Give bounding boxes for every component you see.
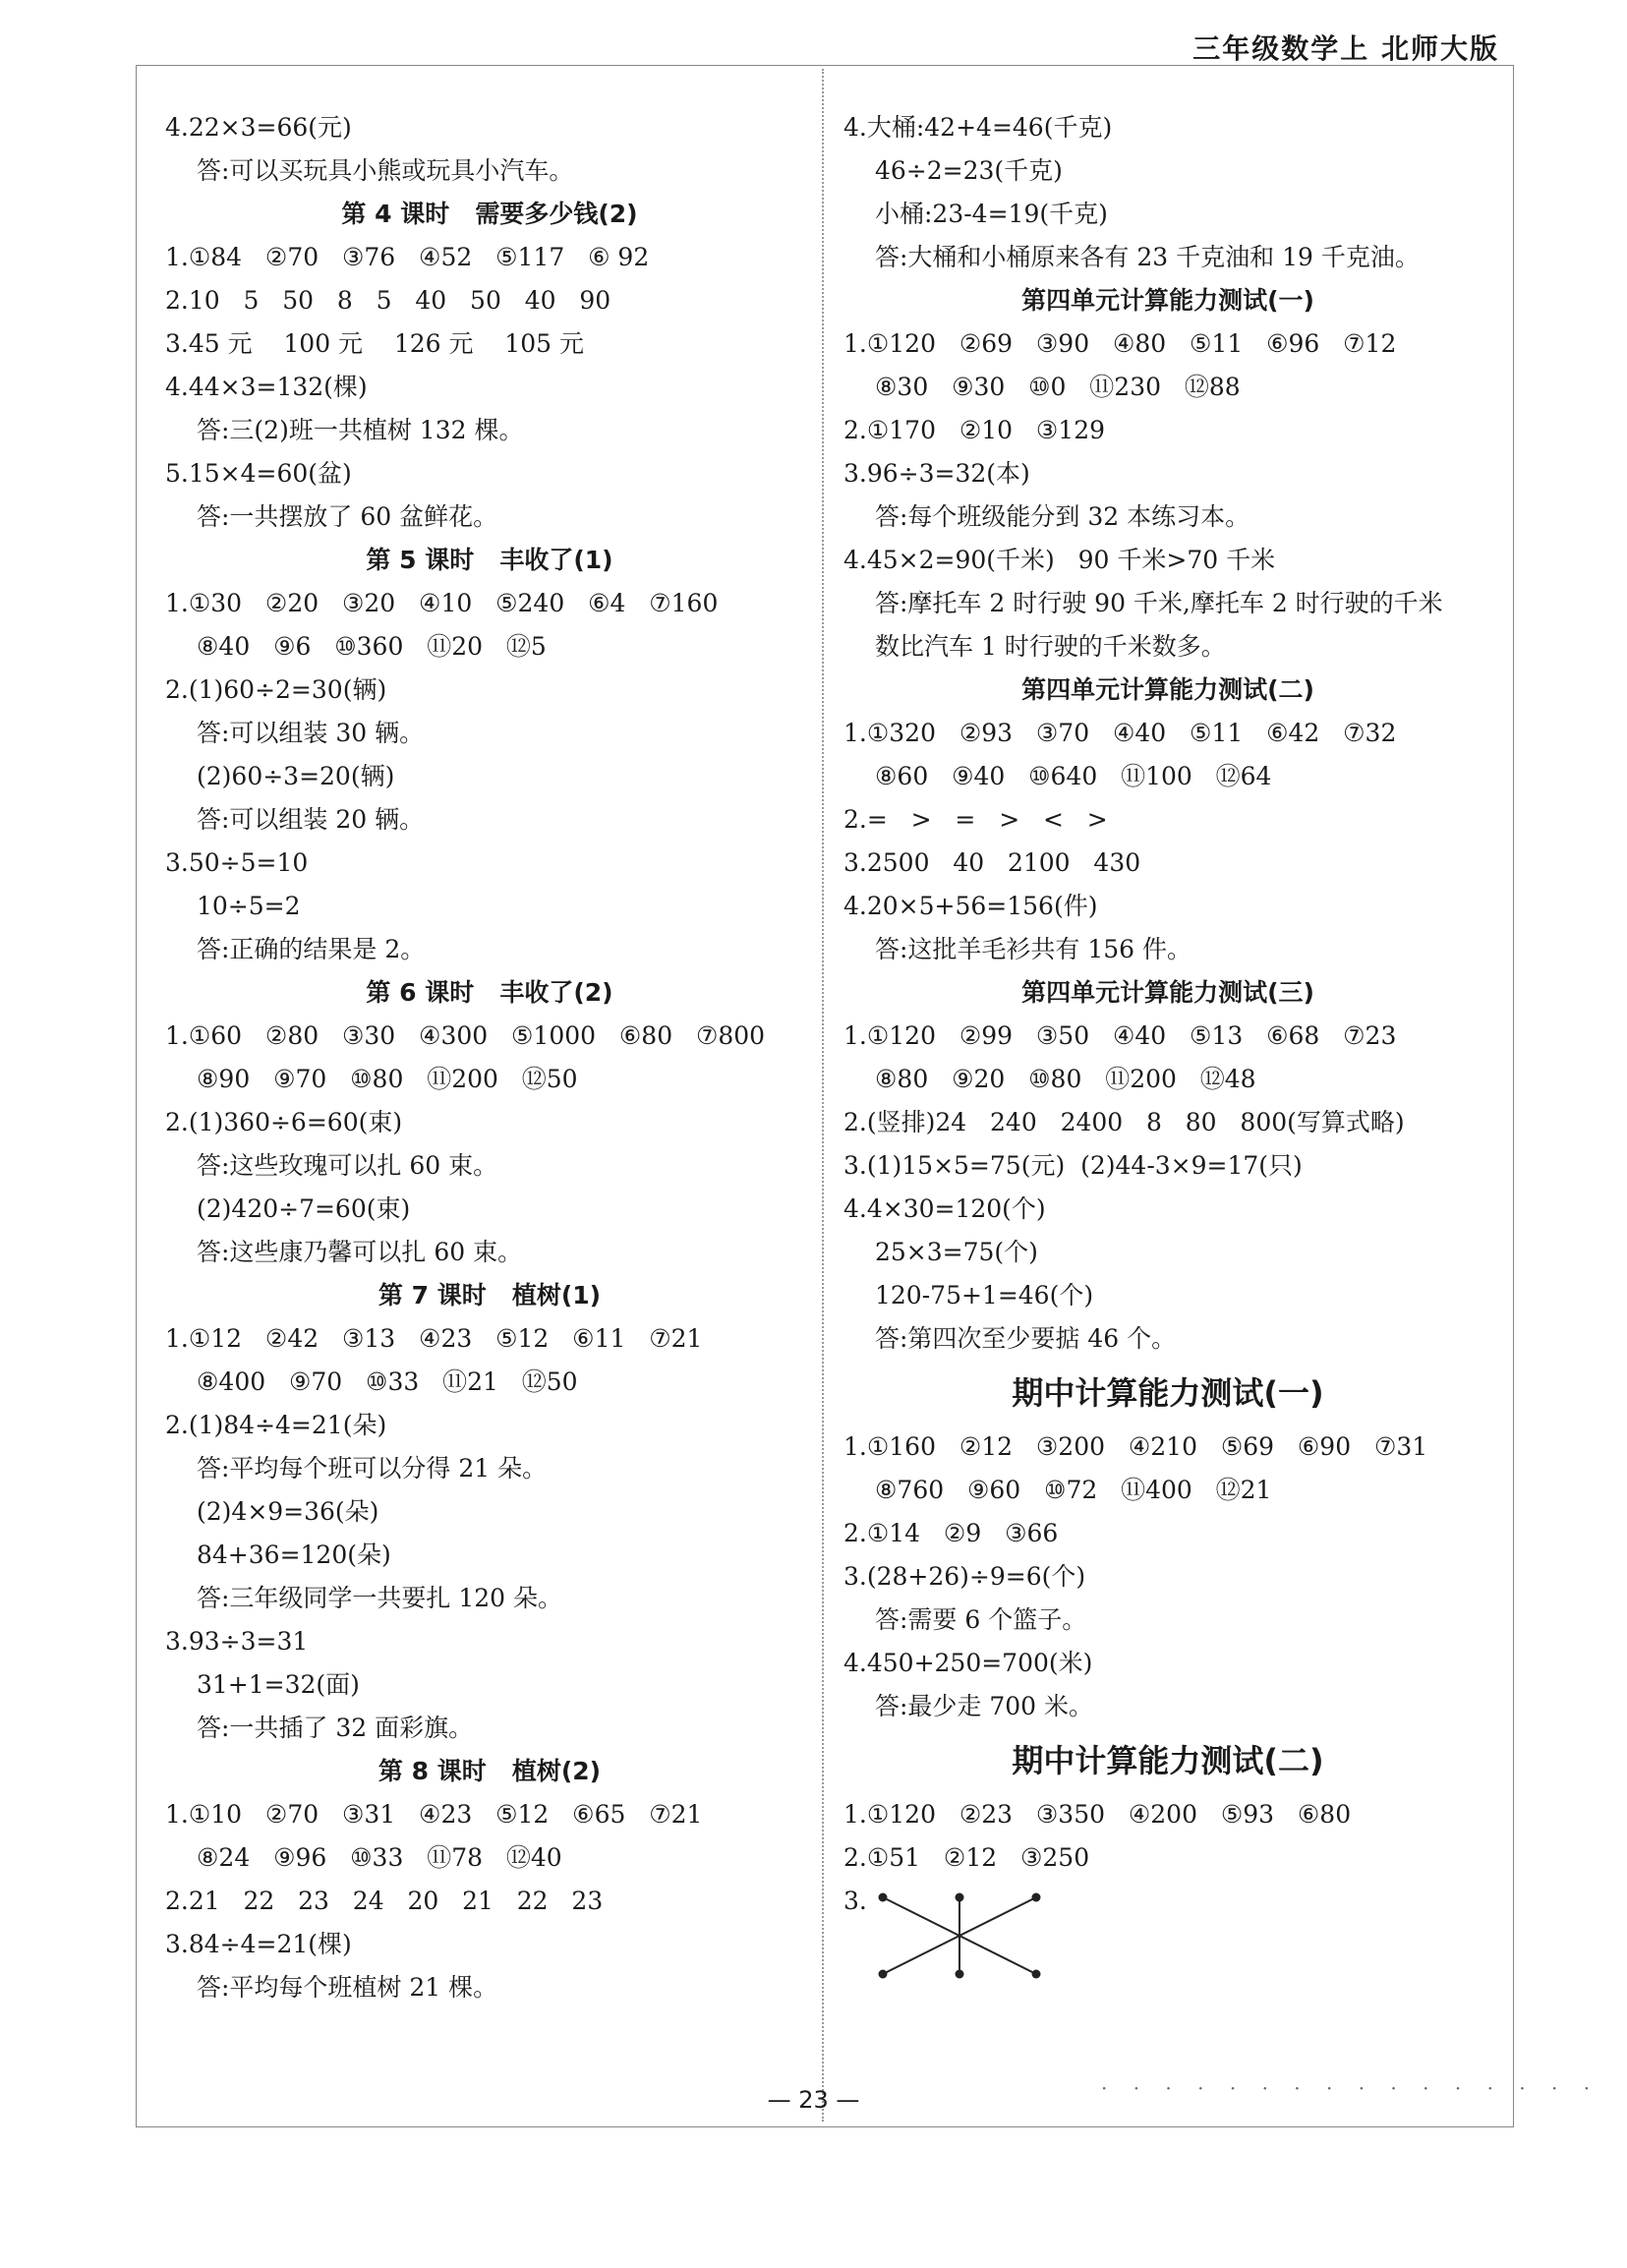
answer-line: 3.93÷3=31 [165, 1627, 309, 1656]
answer-line: 25×3=75(个) [875, 1238, 1038, 1266]
answer-line: (2)420÷7=60(束) [197, 1194, 411, 1223]
answer-line: 2.①14 ②9 ③66 [843, 1519, 1059, 1547]
answer-line: ⑧90 ⑨70 ⑩80 ⑪200 ⑫50 [197, 1065, 578, 1093]
page-header: 三年级数学上 北师大版 [1192, 32, 1499, 65]
dot [1032, 1970, 1041, 1979]
answer-line: 84+36=120(朵) [197, 1541, 391, 1569]
answer-line: (2)60÷3=20(辆) [197, 762, 395, 790]
answer-line: 4.大桶:42+4=46(千克) [843, 113, 1113, 142]
footer-dots: · · · · · · · · · · · · · · · · [1101, 2076, 1600, 2100]
answer-line: 小桶:23-4=19(千克) [875, 200, 1108, 228]
answer-line: 答:这些玫瑰可以扎 60 束。 [197, 1151, 498, 1180]
answer-line: 2.21 22 23 24 20 21 22 23 [165, 1887, 604, 1915]
answer-line: 3.(1)15×5=75(元) (2)44-3×9=17(只) [843, 1151, 1303, 1180]
answer-line: (2)4×9=36(朵) [197, 1497, 379, 1526]
section-heading: 第四单元计算能力测试(一) [1021, 286, 1314, 315]
answer-line: 答:可以买玩具小熊或玩具小汽车。 [197, 156, 574, 185]
column-divider [822, 69, 824, 2122]
answer-line: 3.(28+26)÷9=6(个) [843, 1562, 1086, 1591]
answer-line: 1.①10 ②70 ③31 ④23 ⑤12 ⑥65 ⑦21 [165, 1800, 703, 1829]
answer-line: 数比汽车 1 时行驶的千米数多。 [875, 632, 1226, 661]
answer-line: 答:三(2)班一共植树 132 棵。 [197, 416, 524, 444]
answer-line: 1.①320 ②93 ③70 ④40 ⑤11 ⑥42 ⑦32 [843, 719, 1397, 747]
right-column [843, 106, 1492, 1988]
answer-line: 2.(竖排)24 240 2400 8 80 800(写算式略) [843, 1108, 1405, 1136]
answer-line: 120-75+1=46(个) [875, 1281, 1094, 1309]
answer-line: 31+1=32(面) [197, 1670, 360, 1699]
answer-line: 答:平均每个班植树 21 棵。 [197, 1973, 498, 2002]
answer-line: 1.①12 ②42 ③13 ④23 ⑤12 ⑥11 ⑦21 [165, 1324, 703, 1353]
section-heading-large: 期中计算能力测试(一) [1012, 1374, 1324, 1412]
answer-line: 答:可以组装 20 辆。 [197, 805, 425, 834]
section-heading-large: 期中计算能力测试(二) [1012, 1742, 1324, 1779]
answer-line: 答:需要 6 个篮子。 [875, 1605, 1087, 1634]
answer-line: ⑧40 ⑨6 ⑩360 ⑪20 ⑫5 [197, 632, 547, 661]
answer-line: 答:一共摆放了 60 盆鲜花。 [197, 502, 498, 531]
dot [1032, 1893, 1041, 1902]
answer-line: 2.10 5 50 8 5 40 50 40 90 [165, 286, 611, 315]
answer-line: 1.①60 ②80 ③30 ④300 ⑤1000 ⑥80 ⑦800 [165, 1021, 766, 1050]
answer-line: 3.96÷3=32(本) [843, 459, 1030, 488]
section-heading: 第四单元计算能力测试(三) [1021, 978, 1314, 1007]
answer-line: 答:平均每个班可以分得 21 朵。 [197, 1454, 548, 1483]
answer-line: ⑧760 ⑨60 ⑩72 ⑪400 ⑫21 [875, 1476, 1272, 1504]
answer-line: 答:可以组装 30 辆。 [197, 719, 425, 747]
answer-line: 3.45 元 100 元 126 元 105 元 [165, 329, 584, 358]
answer-line: 3.84÷4=21(棵) [165, 1930, 352, 1958]
answer-line: 1.①120 ②99 ③50 ④40 ⑤13 ⑥68 ⑦23 [843, 1021, 1397, 1050]
answer-line: 2.①51 ②12 ③250 [843, 1843, 1090, 1872]
dot [879, 1893, 888, 1902]
section-heading: 第 7 课时 植树(1) [378, 1281, 602, 1309]
dot [879, 1970, 888, 1979]
answer-line: ⑧80 ⑨20 ⑩80 ⑪200 ⑫48 [875, 1065, 1256, 1093]
left-column [165, 106, 814, 2009]
answer-line: 2.= > = > < > [843, 805, 1108, 834]
answer-line: 10÷5=2 [197, 892, 301, 920]
dot [956, 1970, 964, 1979]
answer-line: 2.①170 ②10 ③129 [843, 416, 1106, 444]
section-heading: 第 5 课时 丰收了(1) [366, 546, 613, 574]
answer-line: 答:三年级同学一共要扎 120 朵。 [197, 1584, 563, 1612]
matching-diagram [843, 1880, 1492, 1988]
section-heading: 第 4 课时 需要多少钱(2) [341, 200, 638, 228]
answer-line: 答:每个班级能分到 32 本练习本。 [875, 502, 1250, 531]
answer-line: 2.(1)60÷2=30(辆) [165, 675, 387, 704]
answer-line: 答:这批羊毛衫共有 156 件。 [875, 935, 1192, 963]
answer-line: 答:一共插了 32 面彩旗。 [197, 1714, 474, 1742]
answer-line: 1.①120 ②23 ③350 ④200 ⑤93 ⑥80 [843, 1800, 1352, 1829]
answer-line: 4.4×30=120(个) [843, 1194, 1046, 1223]
section-heading: 第 6 课时 丰收了(2) [366, 978, 613, 1007]
answer-line: 4.20×5+56=156(件) [843, 892, 1098, 920]
dot-line-diagram [871, 1888, 1048, 1986]
answer-line: 答:第四次至少要掂 46 个。 [875, 1324, 1177, 1353]
answer-line: 1.①120 ②69 ③90 ④80 ⑤11 ⑥96 ⑦12 [843, 329, 1397, 358]
page-number: — 23 — [767, 2086, 860, 2114]
answer-line: 2.(1)84÷4=21(朵) [165, 1411, 387, 1439]
answer-line: 答:正确的结果是 2。 [197, 935, 426, 963]
answer-line: 2.(1)360÷6=60(束) [165, 1108, 403, 1136]
section-heading: 第 8 课时 植树(2) [378, 1757, 602, 1785]
answer-line: 1.①160 ②12 ③200 ④210 ⑤69 ⑥90 ⑦31 [843, 1432, 1428, 1461]
answer-line: 答:摩托车 2 时行驶 90 千米,摩托车 2 时行驶的千米 [875, 589, 1443, 617]
answer-line: ⑧60 ⑨40 ⑩640 ⑪100 ⑫64 [875, 762, 1272, 790]
answer-line: 答:最少走 700 米。 [875, 1692, 1094, 1720]
answer-line: 46÷2=23(千克) [875, 156, 1063, 185]
question-number: 3. [843, 1887, 867, 1915]
answer-line: 3.2500 40 2100 430 [843, 848, 1141, 877]
answer-line: 答:这些康乃馨可以扎 60 束。 [197, 1238, 523, 1266]
answer-line: 答:大桶和小桶原来各有 23 千克油和 19 千克油。 [875, 243, 1420, 271]
answer-line: 1.①30 ②20 ③20 ④10 ⑤240 ⑥4 ⑦160 [165, 589, 719, 617]
answer-line: 4.44×3=132(棵) [165, 373, 368, 401]
dot [956, 1893, 964, 1902]
section-heading: 第四单元计算能力测试(二) [1021, 675, 1314, 704]
answer-line: ⑧400 ⑨70 ⑩33 ⑪21 ⑫50 [197, 1367, 578, 1396]
answer-line: 4.22×3=66(元) [165, 113, 352, 142]
answer-line: 4.450+250=700(米) [843, 1649, 1093, 1677]
answer-line: ⑧24 ⑨96 ⑩33 ⑪78 ⑫40 [197, 1843, 562, 1872]
answer-line: ⑧30 ⑨30 ⑩0 ⑪230 ⑫88 [875, 373, 1241, 401]
answer-line: 1.①84 ②70 ③76 ④52 ⑤117 ⑥ 92 [165, 243, 650, 271]
answer-line: 4.45×2=90(千米) 90 千米>70 千米 [843, 546, 1276, 574]
answer-line: 5.15×4=60(盆) [165, 459, 352, 488]
answer-line: 3.50÷5=10 [165, 848, 309, 877]
